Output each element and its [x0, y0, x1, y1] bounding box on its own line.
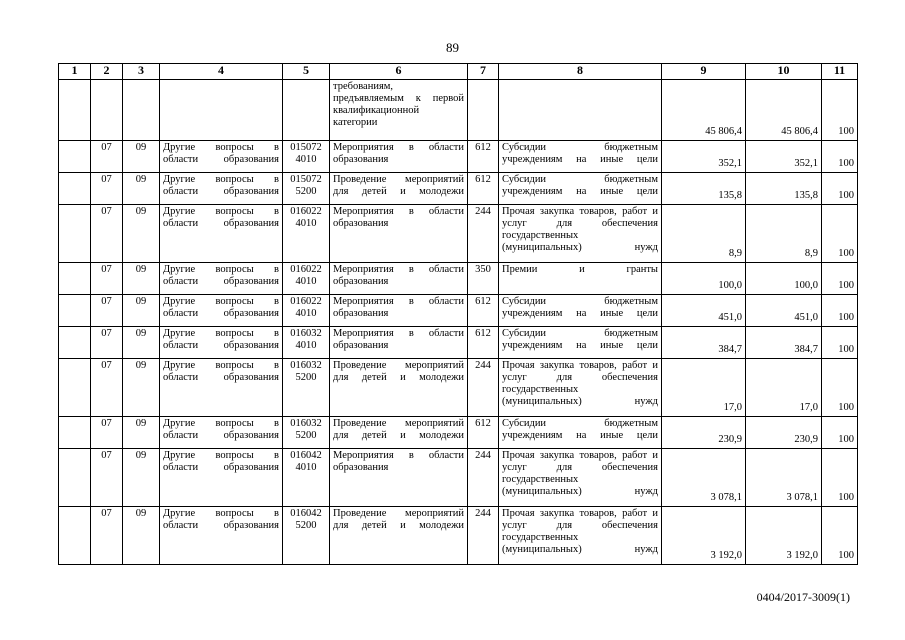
cell-col6: Мероприятия в области образования [330, 327, 468, 359]
cell-col1 [59, 205, 91, 263]
table-row [59, 80, 858, 141]
header-col1: 1 [59, 64, 91, 80]
cell-col10: 451,0 [746, 295, 822, 327]
cell-col2: 07 [91, 359, 123, 417]
cell-col9: 230,9 [662, 417, 746, 449]
cell-col4: Другие вопросы в области образования [160, 295, 283, 327]
cell-col2: 07 [91, 263, 123, 295]
header-col2: 2 [91, 64, 123, 80]
cell-col8: Субсидии бюджетным учреждениям на иные цели [499, 173, 662, 205]
cell-col2 [91, 80, 123, 141]
cell-col4: Другие вопросы в области образования [160, 263, 283, 295]
cell-col6: Проведение мероприятий для детей и молодежи [330, 359, 468, 417]
cell-col7: 244 [468, 359, 499, 417]
cell-col6: требованиям, предъявляемым к первой квалификационной категории [330, 80, 468, 141]
cell-col11: 100 [822, 295, 858, 327]
cell-col7: 244 [468, 449, 499, 507]
table-row [59, 507, 858, 565]
cell-col4: Другие вопросы в области образования [160, 417, 283, 449]
cell-col8: Субсидии бюджетным учреждениям на иные цели [499, 295, 662, 327]
cell-col6: Мероприятия в области образования [330, 449, 468, 507]
cell-col7: 612 [468, 417, 499, 449]
cell-col6: Мероприятия в области образования [330, 205, 468, 263]
cell-col5 [283, 80, 330, 141]
cell-col6: Мероприятия в области образования [330, 295, 468, 327]
cell-col2: 07 [91, 327, 123, 359]
cell-col1 [59, 327, 91, 359]
cell-col2: 07 [91, 141, 123, 173]
cell-col2: 07 [91, 507, 123, 565]
cell-col8: Субсидии бюджетным учреждениям на иные цели [499, 141, 662, 173]
cell-col9: 17,0 [662, 359, 746, 417]
cell-col10: 3 078,1 [746, 449, 822, 507]
cell-col1 [59, 295, 91, 327]
cell-col3: 09 [123, 449, 160, 507]
cell-col4: Другие вопросы в области образования [160, 141, 283, 173]
cell-col8: Прочая закупка товаров, работ и услуг для обеспечения государственных (муниципальных) нужд [499, 359, 662, 417]
cell-col9: 100,0 [662, 263, 746, 295]
table-row [59, 263, 858, 295]
cell-col7: 244 [468, 205, 499, 263]
cell-col9: 3 192,0 [662, 507, 746, 565]
cell-col2: 07 [91, 449, 123, 507]
cell-col3: 09 [123, 141, 160, 173]
header-col4: 4 [160, 64, 283, 80]
cell-col8: Прочая закупка товаров, работ и услуг для обеспечения государственных (муниципальных) нужд [499, 507, 662, 565]
cell-col10: 135,8 [746, 173, 822, 205]
cell-col5: 015072 4010 [283, 141, 330, 173]
cell-col4: Другие вопросы в области образования [160, 449, 283, 507]
header-col11: 11 [822, 64, 858, 80]
cell-col7: 612 [468, 327, 499, 359]
table-row [59, 205, 858, 263]
document-code: 0404/2017-3009(1) [756, 590, 850, 604]
cell-col8: Субсидии бюджетным учреждениям на иные цели [499, 327, 662, 359]
budget-table [58, 63, 858, 565]
table-row [59, 295, 858, 327]
cell-col4: Другие вопросы в области образования [160, 327, 283, 359]
cell-col10: 3 192,0 [746, 507, 822, 565]
cell-col3: 09 [123, 359, 160, 417]
cell-col8: Субсидии бюджетным учреждениям на иные цели [499, 417, 662, 449]
table-row [59, 141, 858, 173]
cell-col10: 384,7 [746, 327, 822, 359]
cell-col1 [59, 173, 91, 205]
cell-col11: 100 [822, 80, 858, 141]
cell-col1 [59, 141, 91, 173]
cell-col5: 016042 4010 [283, 449, 330, 507]
cell-col4: Другие вопросы в области образования [160, 205, 283, 263]
cell-col7: 612 [468, 295, 499, 327]
cell-col7: 350 [468, 263, 499, 295]
cell-col6: Мероприятия в области образования [330, 141, 468, 173]
cell-col3 [123, 80, 160, 141]
cell-col9: 45 806,4 [662, 80, 746, 141]
cell-col5: 016022 4010 [283, 205, 330, 263]
header-col10: 10 [746, 64, 822, 80]
cell-col4: Другие вопросы в области образования [160, 359, 283, 417]
cell-col5: 016042 5200 [283, 507, 330, 565]
cell-col3: 09 [123, 327, 160, 359]
cell-col10: 8,9 [746, 205, 822, 263]
cell-col1 [59, 263, 91, 295]
page-number: 89 [446, 40, 459, 55]
header-col7: 7 [468, 64, 499, 80]
cell-col10: 17,0 [746, 359, 822, 417]
cell-col7: 612 [468, 141, 499, 173]
header-col3: 3 [123, 64, 160, 80]
cell-col7: 244 [468, 507, 499, 565]
cell-col11: 100 [822, 263, 858, 295]
cell-col11: 100 [822, 507, 858, 565]
cell-col10: 230,9 [746, 417, 822, 449]
cell-col5: 016032 5200 [283, 359, 330, 417]
cell-col4: Другие вопросы в области образования [160, 507, 283, 565]
cell-col9: 384,7 [662, 327, 746, 359]
cell-col10: 352,1 [746, 141, 822, 173]
cell-col1 [59, 417, 91, 449]
cell-col8: Прочая закупка товаров, работ и услуг для обеспечения государственных (муниципальных) нужд [499, 205, 662, 263]
cell-col11: 100 [822, 417, 858, 449]
cell-col3: 09 [123, 417, 160, 449]
cell-col8 [499, 80, 662, 141]
cell-col7 [468, 80, 499, 141]
cell-col3: 09 [123, 507, 160, 565]
cell-col6: Проведение мероприятий для детей и молодежи [330, 173, 468, 205]
header-col6: 6 [330, 64, 468, 80]
cell-col11: 100 [822, 141, 858, 173]
cell-col3: 09 [123, 295, 160, 327]
cell-col10: 100,0 [746, 263, 822, 295]
cell-col2: 07 [91, 417, 123, 449]
table-row [59, 449, 858, 507]
cell-col8: Премии и гранты [499, 263, 662, 295]
cell-col11: 100 [822, 327, 858, 359]
cell-col6: Мероприятия в области образования [330, 263, 468, 295]
cell-col8: Прочая закупка товаров, работ и услуг для обеспечения государственных (муниципальных) нужд [499, 449, 662, 507]
cell-col6: Проведение мероприятий для детей и молодежи [330, 417, 468, 449]
table-row [59, 173, 858, 205]
cell-col9: 8,9 [662, 205, 746, 263]
cell-col3: 09 [123, 263, 160, 295]
cell-col1 [59, 359, 91, 417]
cell-col4: Другие вопросы в области образования [160, 173, 283, 205]
table-row [59, 327, 858, 359]
cell-col1 [59, 507, 91, 565]
cell-col9: 451,0 [662, 295, 746, 327]
cell-col5: 015072 5200 [283, 173, 330, 205]
cell-col3: 09 [123, 173, 160, 205]
header-row [59, 64, 858, 80]
header-col5: 5 [283, 64, 330, 80]
table-row [59, 359, 858, 417]
table-row [59, 417, 858, 449]
cell-col1 [59, 449, 91, 507]
header-col9: 9 [662, 64, 746, 80]
cell-col1 [59, 80, 91, 141]
cell-col4 [160, 80, 283, 141]
cell-col10: 45 806,4 [746, 80, 822, 141]
cell-col2: 07 [91, 295, 123, 327]
cell-col11: 100 [822, 449, 858, 507]
cell-col5: 016022 4010 [283, 295, 330, 327]
cell-col9: 3 078,1 [662, 449, 746, 507]
cell-col11: 100 [822, 205, 858, 263]
cell-col9: 135,8 [662, 173, 746, 205]
cell-col11: 100 [822, 359, 858, 417]
cell-col5: 016032 4010 [283, 327, 330, 359]
cell-col6: Проведение мероприятий для детей и молодежи [330, 507, 468, 565]
cell-col2: 07 [91, 173, 123, 205]
cell-col5: 016022 4010 [283, 263, 330, 295]
cell-col9: 352,1 [662, 141, 746, 173]
cell-col11: 100 [822, 173, 858, 205]
cell-col3: 09 [123, 205, 160, 263]
cell-col7: 612 [468, 173, 499, 205]
cell-col5: 016032 5200 [283, 417, 330, 449]
header-col8: 8 [499, 64, 662, 80]
cell-col2: 07 [91, 205, 123, 263]
